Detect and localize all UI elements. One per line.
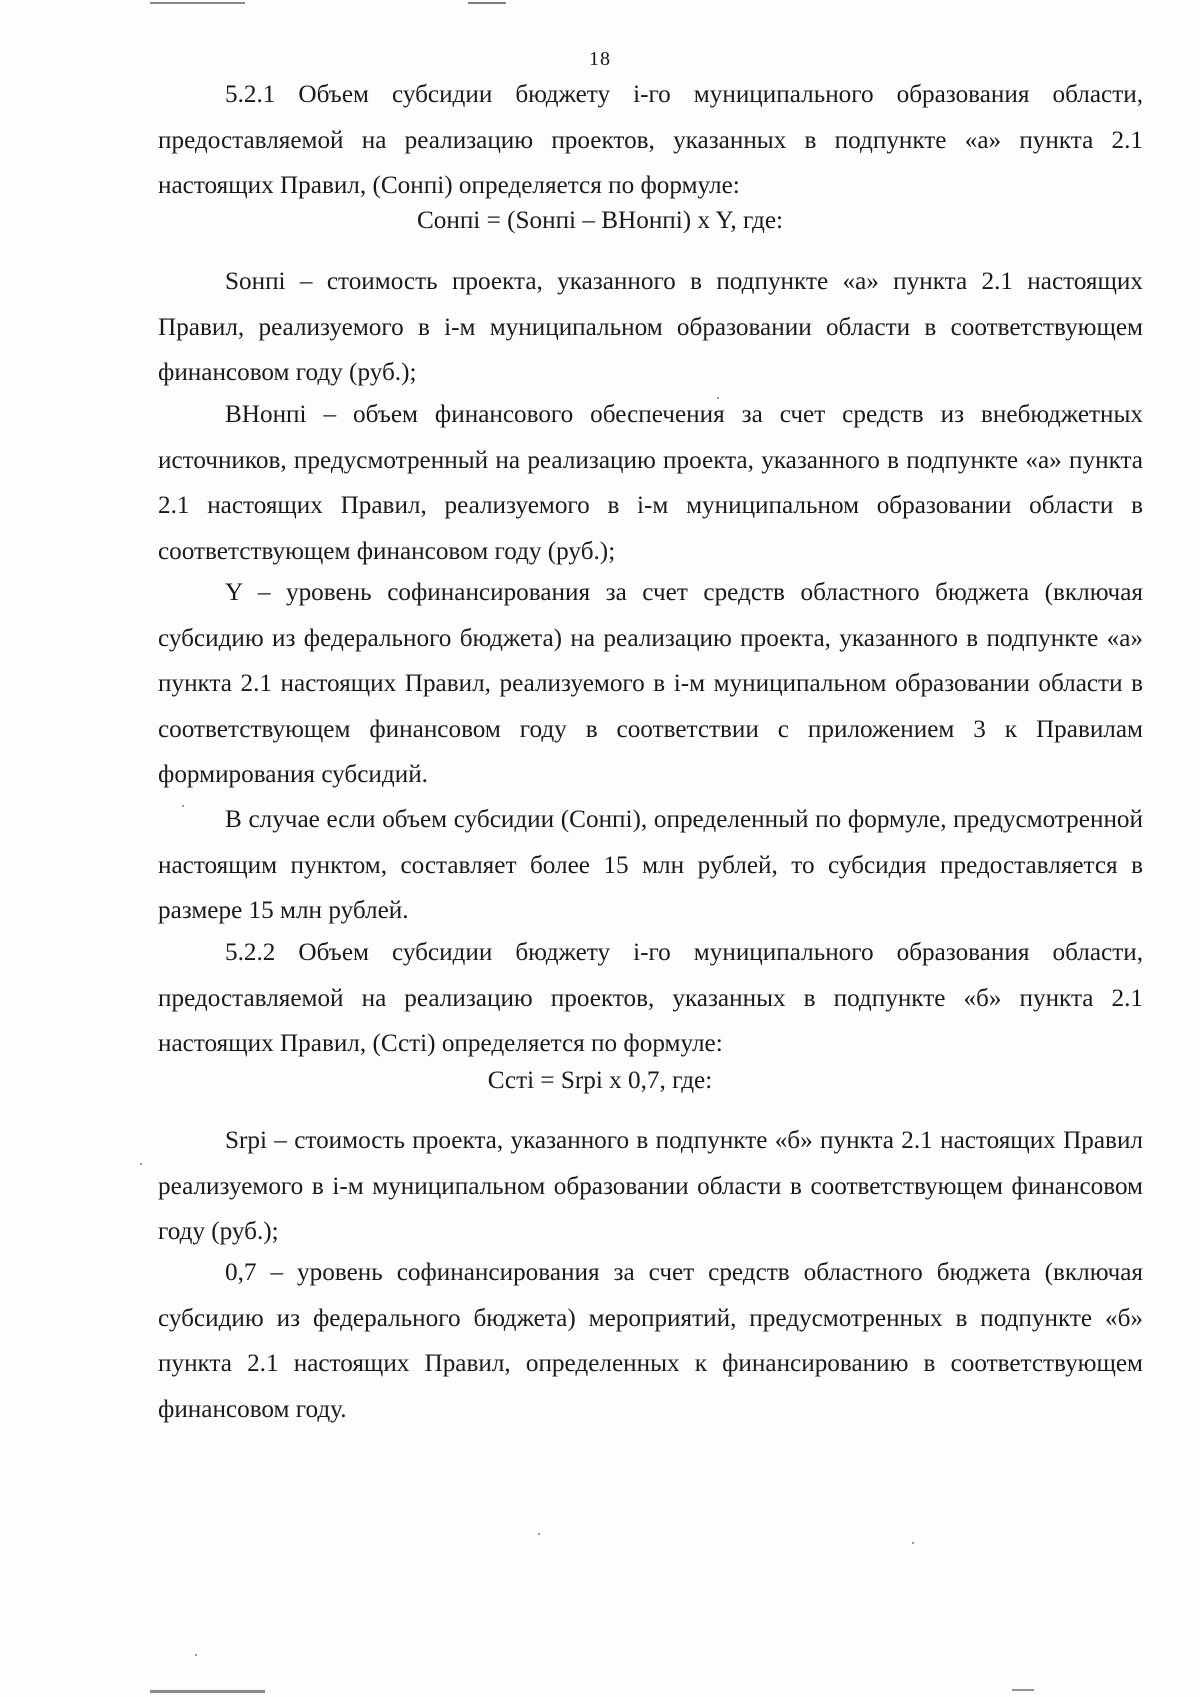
scan-mark-top-left (150, 2, 245, 4)
definition-srpi-cost: Srpi – стоимость проекта, указанного в подпункте «б» пункта 2.1 настоящих Правил реализуемого в i-м муниципальном образовании области в соответствующем финансовом году (руб.); (158, 1127, 1143, 1245)
page-number: 18 (589, 48, 611, 70)
scan-speck (912, 1542, 914, 1544)
formula-sonpi: Сонпi = (Sонпi – ВНонпi) x Y, где: (416, 207, 784, 234)
scan-mark-top-center (468, 2, 506, 4)
scan-speck (538, 1533, 540, 1535)
definition-sonpi-cost: Sонпi – стоимость проекта, указанного в подпункте «а» пункта 2.1 настоящих Правил, реализуемого в i-м муниципальном образовании области в соответствующем финансовом году (руб.); (158, 268, 1143, 386)
definition-rate-0-7: 0,7 – уровень софинансирования за счет средств областного бюджета (включая субсидию из федерального бюджета) мероприятий, предусмотренных в подпункте «б» пункта 2.1 настоящих Правил, определенных к финансированию в соответствующем финансовом году. (158, 1259, 1143, 1423)
formula-ssti: Сстi = Srpi x 0,7, где: (487, 1067, 713, 1094)
paragraph-5-2-2-intro: 5.2.2 Объем субсидии бюджету i-го муниципального образования области, предоставляемой на реализацию проектов, указанных в подпункте «б» пункта 2.1 настоящих Правил, (Сстi) определяется по формуле: (158, 939, 1143, 1057)
scan-mark-bottom-right (1012, 1689, 1034, 1691)
paragraph-subsidy-limit: В случае если объем субсидии (Сонпi), определенный по формуле, предусмотренной настоящим пунктом, составляет более 15 млн рублей, то субсидия предоставляется в размере 15 млн рублей. (158, 806, 1143, 924)
paragraph-5-2-1-intro: 5.2.1 Объем субсидии бюджету i-го муниципального образования области, предоставляемой на реализацию проектов, указанных в подпункте «а» пункта 2.1 настоящих Правил, (Сонпi) определяется по формуле: (158, 81, 1143, 199)
scan-mark-bottom-left (150, 1690, 265, 1693)
definition-y-level: Y – уровень софинансирования за счет средств областного бюджета (включая субсидию из федерального бюджета) на реализацию проекта, указанного в подпункте «а» пункта 2.1 настоящих Правил, реализуемого в i-м муниципальном образовании области в соответствующем финансовом году в соответствии с приложением 3 к Правилам формирования субсидий. (158, 579, 1143, 788)
scan-speck (140, 1163, 142, 1165)
scan-speck (195, 1654, 197, 1656)
definition-vnonpi: ВНонпi – объем финансового обеспечения за счет средств из внебюджетных источников, предусмотренный на реализацию проекта, указанного в подпункте «а» пункта 2.1 настоящих Правил, реализуемого в i-м муниципальном образовании области в соответствующем финансовом году (руб.); (158, 401, 1143, 565)
